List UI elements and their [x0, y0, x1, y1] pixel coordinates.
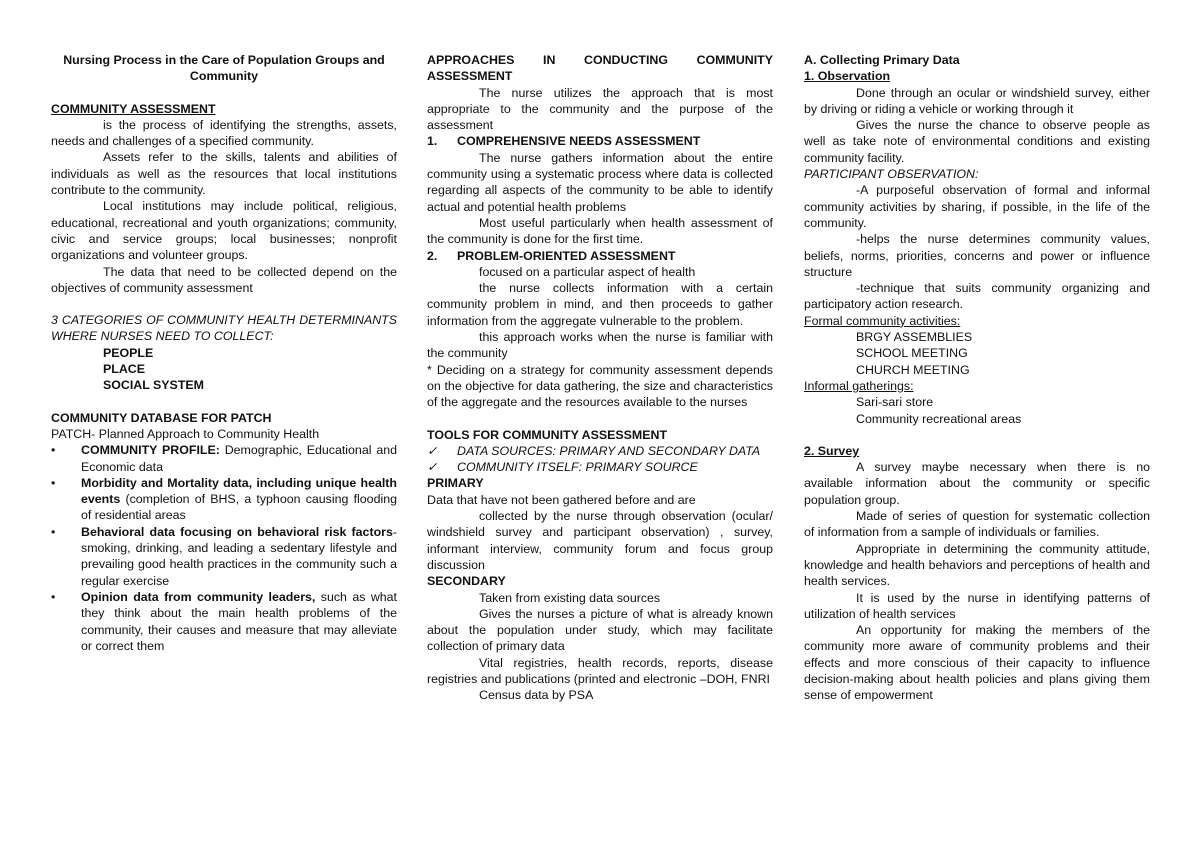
paragraph: Data that have not been gathered before and are	[427, 492, 696, 507]
column-3	[804, 52, 1150, 704]
list-item: BRGY ASSEMBLIES	[856, 330, 973, 345]
database-heading: COMMUNITY DATABASE FOR PATCH	[51, 410, 272, 425]
paragraph: Vital registries, health records, reports, disease registries and publications (printed and electronic –DOH, FNRI	[427, 655, 773, 686]
approaches-heading: APPROACHES IN CONDUCTING COMMUNITY ASSESSMENT	[427, 53, 773, 84]
list-item	[51, 589, 397, 654]
participant-observation-heading: PARTICIPANT OBSERVATION:	[804, 167, 979, 182]
checkmark-icon: ✓	[427, 443, 438, 458]
list-item: Community recreational areas	[856, 411, 1022, 426]
paragraph: is the process of identifying the strengths, assets, needs and challenges of a specified community.	[51, 117, 397, 149]
list-item: Sari-sari store	[856, 395, 934, 410]
bullet-text: - smoking, drinking, and leading a sedentary lifestyle and prevailing good health practices in the community such a regular exercise	[81, 524, 397, 588]
informal-gatherings-heading: Informal gatherings:	[804, 378, 914, 393]
paragraph: Gives the nurse the chance to observe people as well as take note of environmental conditions and existing community facility.	[804, 118, 1150, 165]
list-item	[51, 442, 397, 475]
community-assessment-heading: COMMUNITY ASSESSMENT	[51, 101, 216, 116]
approach-item-2	[427, 248, 773, 264]
paragraph: Appropriate in determining the community attitude, knowledge and health behaviors and perceptions of health and health services.	[804, 541, 1150, 589]
paragraph: It is used by the nurse in identifying patterns of utilization of health services	[804, 590, 1150, 621]
paragraph: -technique that suits community organizing and participatory action research.	[804, 281, 1150, 312]
bullet-icon: •	[51, 443, 56, 458]
paragraph: Done through an ocular or windshield survey, either by driving or riding a vehicle or working through it	[804, 85, 1150, 116]
document-title: Nursing Process in the Care of Population Groups and Community	[63, 53, 385, 84]
paragraph: -helps the nurse determines community values, beliefs, norms, priorities, concerns and power or influence structure	[804, 232, 1150, 279]
bullet-bold: Behavioral data focusing on behavioral risk factors	[81, 524, 393, 539]
tool-item	[427, 459, 773, 475]
primary-heading: PRIMARY	[427, 476, 484, 491]
note-paragraph: * Deciding on a strategy for community assessment depends on the objective for data gathering, the size and characteristics of the aggregate and the resources available to the nurses	[427, 362, 773, 410]
paragraph: Taken from existing data sources	[479, 590, 661, 605]
observation-heading: 1. Observation	[804, 69, 891, 84]
paragraph: Made of series of question for systematic collection of information from a sample of individuals or families.	[804, 509, 1150, 540]
paragraph: Census data by PSA	[479, 688, 594, 703]
paragraph: The nurse gathers information about the entire community using a systematic process where data is collected regarding all aspects of the community to be able to identify actual and potential health problems	[427, 150, 773, 214]
paragraph: Gives the nurses a picture of what is already known about the population under study, which may facilitate collection of primary data	[427, 606, 773, 654]
tool-item	[427, 443, 773, 459]
collecting-primary-heading: A. Collecting Primary Data	[804, 53, 960, 67]
item-title: COMPREHENSIVE NEEDS ASSESSMENT	[457, 134, 701, 149]
database-bullet-list	[51, 442, 397, 654]
secondary-heading: SECONDARY	[427, 574, 506, 589]
item-number: 1.	[427, 134, 438, 149]
approach-item-1	[427, 133, 773, 149]
item-number: 2.	[427, 248, 438, 263]
category-item: SOCIAL SYSTEM	[103, 378, 204, 393]
list-item: CHURCH MEETING	[856, 362, 970, 377]
list-item	[51, 475, 397, 524]
category-item: PEOPLE	[103, 345, 154, 360]
database-subheading: PATCH- Planned Approach to Community Health	[51, 426, 320, 441]
paragraph: The nurse utilizes the approach that is most appropriate to the community and the purpose of the assessment	[427, 85, 773, 133]
paragraph: Local institutions may include political, religious, educational, recreational and youth organizations; community, civic and service groups; local businesses; nonprofit organizations and volunteer groups.	[51, 199, 397, 263]
category-item: PLACE	[103, 362, 145, 377]
survey-heading: 2. Survey	[804, 443, 860, 458]
list-item: SCHOOL MEETING	[856, 346, 968, 361]
formal-activities-heading: Formal community activities:	[804, 313, 961, 328]
bullet-text: Demographic, Educational and Economic data	[81, 443, 397, 474]
bullet-bold: COMMUNITY PROFILE:	[81, 443, 220, 458]
paragraph: collected by the nurse through observation (ocular/ windshield survey and participant observation) , survey, informant interview, community forum and focus group discussion	[427, 509, 773, 572]
paragraph: Assets refer to the skills, talents and abilities of individuals as well as the resources that local institutions contribute to the community.	[51, 150, 397, 198]
bullet-text: (completion of BHS, a typhoon causing flooding of residential areas	[81, 492, 397, 523]
tool-label: COMMUNITY ITSELF: PRIMARY SOURCE	[457, 460, 698, 475]
paragraph: the nurse collects information with a certain community problem in mind, and then proceeds to gather information from the aggregate vulnerable to the problem.	[427, 281, 773, 328]
bullet-icon: •	[51, 475, 56, 490]
paragraph: -A purposeful observation of formal and informal community activities by sharing, if possible, in the life of the community.	[804, 183, 1150, 230]
column-1	[51, 52, 397, 654]
paragraph: Most useful particularly when health assessment of the community is done for the first time.	[427, 215, 773, 247]
bullet-bold: Morbidity and Mortality data, including unique health events	[81, 475, 397, 507]
bullet-bold: Opinion data from community leaders,	[81, 589, 316, 604]
paragraph: this approach works when the nurse is familiar with the community	[427, 330, 773, 361]
column-2	[427, 52, 773, 704]
bullet-text: such as what they think about the main health problems of the community, their causes and measure that may alleviate or correct them	[81, 589, 397, 653]
bullet-icon: •	[51, 524, 56, 539]
paragraph: An opportunity for making the members of the community more aware of community problems and their effects and more conscious of their capacity to influence decision-making about health policies and plans giving them sense of empowerment	[804, 623, 1150, 703]
item-title: PROBLEM-ORIENTED ASSESSMENT	[457, 248, 676, 263]
tools-heading: TOOLS FOR COMMUNITY ASSESSMENT	[427, 427, 668, 442]
paragraph: The data that need to be collected depend on the objectives of community assessment	[51, 264, 397, 295]
paragraph: A survey maybe necessary when there is no available information about the community or specific population group.	[804, 460, 1150, 507]
categories-heading: 3 CATEGORIES OF COMMUNITY HEALTH DETERMINANTS WHERE NURSES NEED TO COLLECT:	[51, 313, 397, 344]
paragraph: focused on a particular aspect of health	[479, 264, 696, 279]
bullet-icon: •	[51, 589, 56, 604]
checkmark-icon: ✓	[427, 460, 438, 475]
tool-label: DATA SOURCES: PRIMARY AND SECONDARY DATA	[457, 443, 761, 458]
list-item	[51, 524, 397, 589]
